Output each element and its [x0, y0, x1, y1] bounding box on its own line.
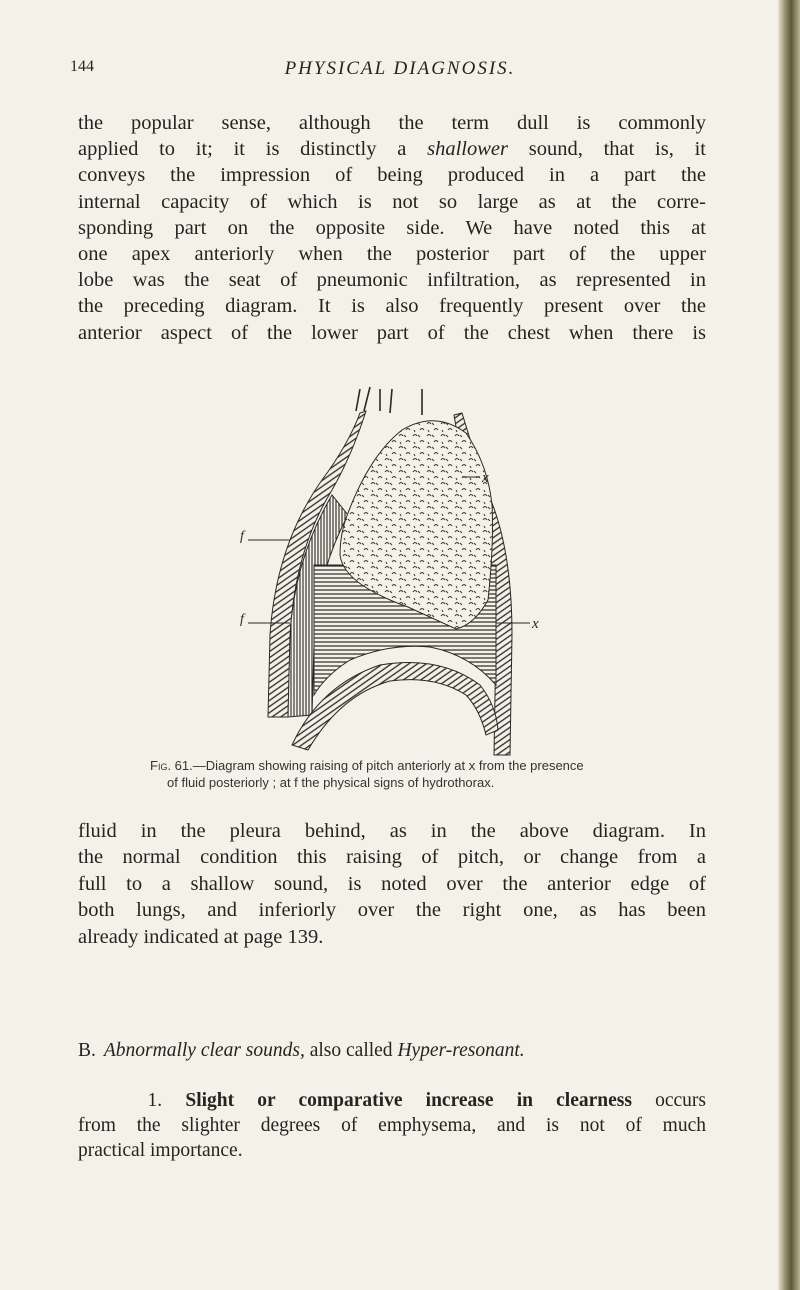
text-line: both lungs, and inferiorly over the right one, as has been: [78, 899, 706, 922]
section-b-title: Abnormally clear sounds,: [103, 1040, 305, 1061]
label-f-upper: f: [240, 529, 244, 544]
page-edge-shadow: [778, 0, 800, 1290]
section-letter: B.: [78, 1040, 96, 1061]
line-rest: occurs: [631, 1090, 707, 1111]
figure-61-diagram: [230, 385, 570, 770]
text-line: the popular sense, although the term dull is commonly: [78, 112, 706, 134]
section-b-middle: also called: [304, 1040, 398, 1061]
text-line: the normal condition this raising of pitch, or change from a: [78, 846, 706, 869]
text-line: lobe was the seat of pneumonic infiltration, as represented in: [78, 269, 706, 292]
paragraph-1: [78, 110, 706, 346]
paragraph-2: [78, 818, 706, 950]
text-line: one apex anteriorly when the posterior part of the upper: [78, 243, 706, 266]
text-line: already indicated at page 139.: [78, 925, 324, 948]
text-line: internal capacity of which is not so large as at the corre-: [78, 190, 706, 213]
item-number: 1.: [147, 1090, 163, 1111]
text-line: the preceding diagram. It is also frequently present over the: [78, 295, 706, 318]
text-line: sponding part on the opposite side. We have noted this at: [78, 216, 706, 239]
text-line-with-bold: [78, 1088, 706, 1113]
label-x-lower: x: [532, 616, 539, 632]
text-line: from the slighter degrees of emphysema, and is not of much: [78, 1115, 706, 1136]
section-b-term: Hyper-resonant.: [397, 1040, 525, 1061]
italic-word: shallower: [427, 138, 508, 161]
figure-caption: [150, 757, 670, 791]
text-line: practical importance.: [78, 1140, 243, 1161]
text-line-with-italic: applied to it; it is distinctly a shallower sound, that is, it: [78, 138, 706, 161]
text-line: anterior aspect of the lower part of the chest when there is: [78, 321, 706, 344]
section-b-heading: [78, 1040, 525, 1062]
caption-line-2: of fluid posteriorly ; at f the physical signs of hydrothorax.: [167, 775, 495, 790]
chest-diagram-svg: [230, 385, 570, 770]
page-number: 144: [70, 58, 94, 75]
bold-run: Slight or comparative increase in clearness: [185, 1090, 632, 1111]
label-x-upper: x: [482, 470, 489, 486]
caption-line-1: —Diagram showing raising of pitch anteriorly at x from the presence: [192, 758, 584, 773]
text-line: conveys the impression of being produced in a part the: [78, 164, 706, 187]
text-line: fluid in the pleura behind, as in the above diagram. In: [78, 820, 706, 842]
paragraph-4: [78, 1088, 706, 1163]
text-line: full to a shallow sound, is noted over the anterior edge of: [78, 872, 706, 895]
running-head: PHYSICAL DIAGNOSIS.: [284, 58, 516, 79]
caption-label: Fig. 61.: [150, 758, 193, 773]
label-f-lower: f: [240, 612, 244, 627]
page-header: [70, 58, 730, 86]
